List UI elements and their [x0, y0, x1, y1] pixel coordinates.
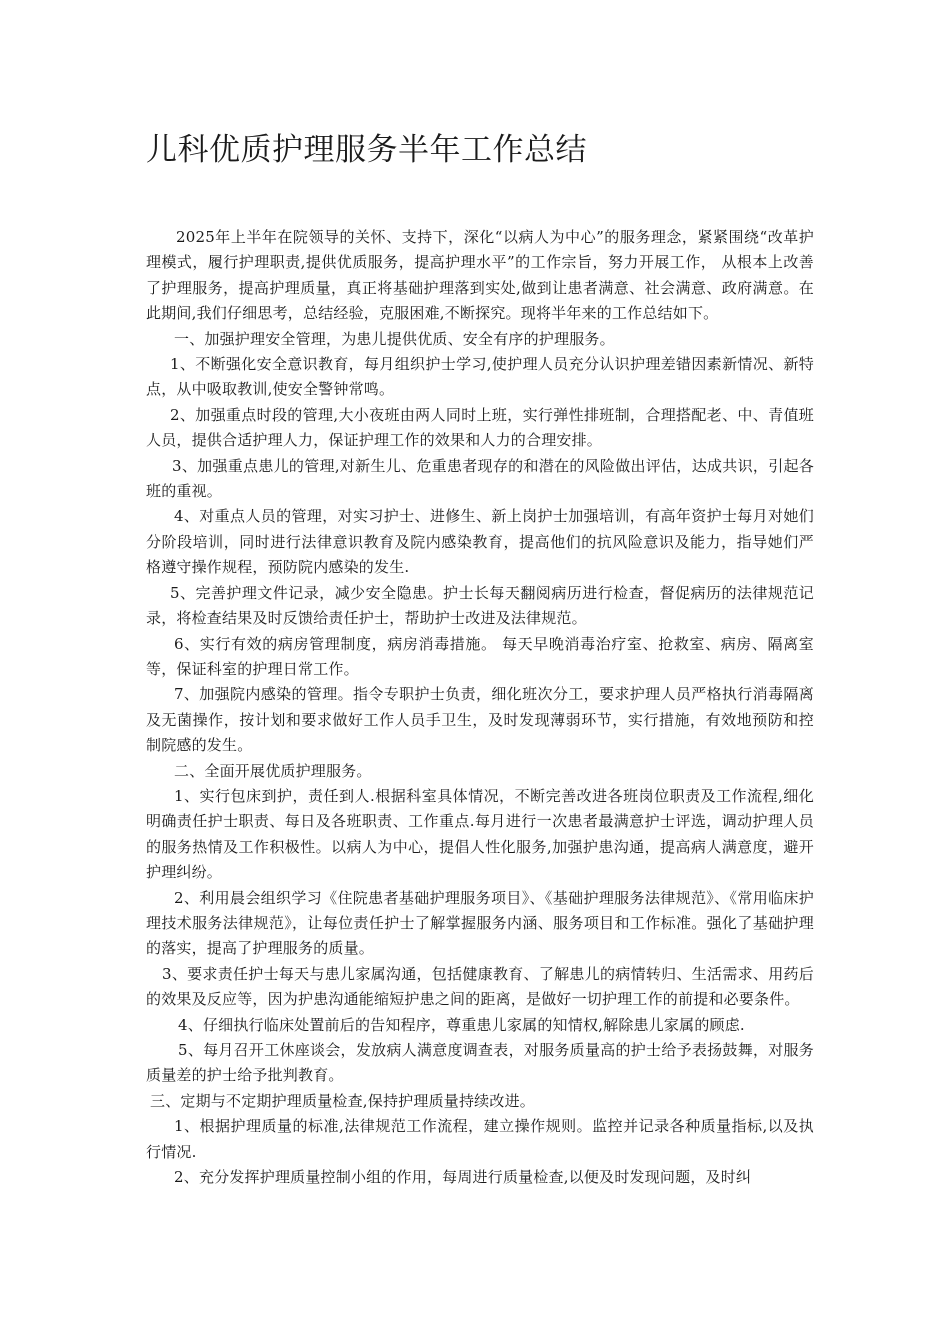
section-heading-2: 二、全面开展优质护理服务。 — [174, 761, 372, 780]
paragraph-1-7: 7、加强院内感染的管理。指令专职护士负责，细化班次分工，要求护理人员严格执行消毒隔离及无菌操作，按计划和要求做好工作人员手卫生，及时发现薄弱环节，实行措施，有效地预防和控制院感的发生。 — [146, 685, 814, 755]
paragraph-1-2: 2、加强重点时段的管理,大小夜班由两人同时上班，实行弹性排班制，合理搭配老、中、青值班人员，提供合适护理人力，保证护理工作的效果和人力的合理安排。 — [146, 405, 814, 450]
document-body — [146, 225, 814, 1190]
paragraph-1-5: 5、完善护理文件记录，减少安全隐患。护士长每天翻阅病历进行检查，督促病历的法律规范记录，将检查结果及时反馈给责任护士，帮助护士改进及法律规范。 — [146, 583, 814, 628]
paragraph-2-2: 2、利用晨会组织学习《住院患者基础护理服务项目》、《基础护理服务法律规范》、《常用临床护理技术服务法律规范》，让每位责任护士了解掌握服务内涵、服务项目和工作标准。强化了基础护理的落实，提高了护理服务的质量。 — [146, 888, 814, 958]
document-title: 儿科优质护理服务半年工作总结 — [146, 132, 587, 168]
section-heading-1: 一、加强护理安全管理，为患儿提供优质、安全有序的护理服务。 — [174, 329, 615, 348]
paragraph-1-6: 6、实行有效的病房管理制度，病房消毒措施。 每天早晚消毒治疗室、抢救室、病房、隔离室等，保证科室的护理日常工作。 — [146, 634, 814, 678]
paragraph-1-3: 3、加强重点患儿的管理,对新生儿、危重患者现存的和潜在的风险做出评估，达成共识，引起各班的重视。 — [146, 456, 814, 501]
paragraph-intro: 2025年上半年在院领导的关怀、支持下，深化“以病人为中心”的服务理念，紧紧围绕“改革护理模式，履行护理职责,提供优质服务，提高护理水平”的工作宗旨，努力开展工作， 从根本上改善了护理服务，提高护理质量，真正将基础护理落到实处,做到让患者满意、社会满意、政府满意。在此期间,我们仔细思考，总结经验，克服困难,不断探究。现将半年来的工作总结如下。 — [146, 228, 814, 323]
section-heading-3: 三、定期与不定期护理质量检查,保持护理质量持续改进。 — [150, 1091, 535, 1110]
paragraph-3-2: 2、充分发挥护理质量控制小组的作用，每周进行质量检查,以便及时发现问题，及时纠 — [174, 1168, 752, 1187]
paragraph-2-5: 5、每月召开工休座谈会，发放病人满意度调查表，对服务质量高的护士给予表扬鼓舞，对服务质量差的护士给予批判教育。 — [146, 1041, 814, 1085]
paragraph-2-4: 4、仔细执行临床处置前后的告知程序，尊重患儿家属的知情权,解除患儿家属的顾虑. — [178, 1015, 745, 1034]
paragraph-2-1: 1、实行包床到护，责任到人.根据科室具体情况，不断完善改进各班岗位职责及工作流程,细化明确责任护士职责、每日及各班职责、工作重点.每月进行一次患者最满意护士评选，调动护理人员的服务热情及工作积极性。以病人为中心，提倡人性化服务,加强护患沟通，提高病人满意度，避开护理纠纷。 — [146, 786, 814, 882]
paragraph-1-4: 4、对重点人员的管理，对实习护士、进修生、新上岗护士加强培训，有高年资护士每月对她们分阶段培训，同时进行法律意识教育及院内感染教育，提高他们的抗风险意识及能力，指导她们严格遵守操作规程，预防院内感染的发生. — [146, 507, 814, 577]
paragraph-2-3: 3、要求责任护士每天与患儿家属沟通，包括健康教育、了解患儿的病情转归、生活需求、用药后的效果及反应等，因为护患沟通能缩短护患之间的距离，是做好一切护理工作的前提和必要条件。 — [146, 964, 814, 1009]
paragraph-1-1: 1、不断强化安全意识教育，每月组织护士学习,使护理人员充分认识护理差错因素新情况、新特点，从中吸取教训,使安全警钟常鸣。 — [146, 355, 814, 399]
paragraph-3-1: 1、根据护理质量的标准,法律规范工作流程，建立操作规则。监控并记录各种质量指标,以及执行情况. — [146, 1117, 814, 1161]
